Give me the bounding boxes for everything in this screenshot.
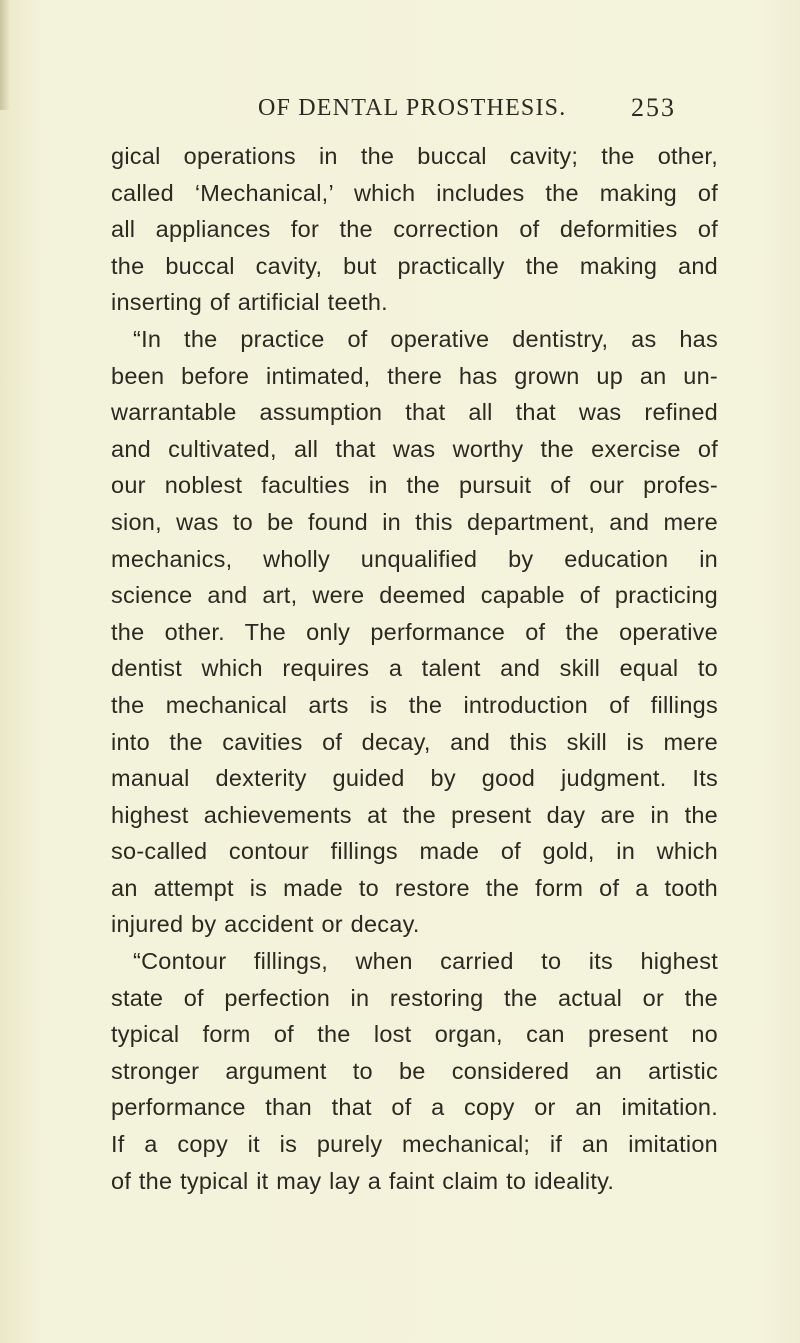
text-line: inserting of artificial teeth. [111, 289, 388, 316]
text-line: “Contour fillings, when carried to its highest [133, 948, 718, 975]
running-head [0, 88, 800, 128]
text-line: highest achievements at the present day are in the [111, 801, 718, 828]
text-line: If a copy it is purely mechanical; if an imitation [111, 1131, 718, 1158]
text-line: the other. The only performance of the operative [111, 618, 718, 645]
text-line: of the typical it may lay a faint claim to ideality. [111, 1167, 615, 1194]
text-line: dentist which requires a talent and skill equal to [111, 655, 718, 682]
text-line: gical operations in the buccal cavity; the other, [111, 143, 718, 169]
text-line: so-called contour fillings made of gold, in which [111, 838, 718, 865]
text-line: into the cavities of decay, and this skill is mere [111, 728, 718, 755]
text-line: the buccal cavity, but practically the making and [111, 252, 718, 279]
text-line: warrantable assumption that all that was refined [111, 399, 718, 426]
text-line: “In the practice of operative dentistry, as has [133, 325, 718, 352]
page-number: 253 [631, 93, 676, 122]
text-line: mechanics, wholly unqualified by education in [111, 545, 718, 572]
text-line: stronger argument to be considered an artistic [111, 1057, 718, 1084]
text-line: all appliances for the correction of deformities of [111, 216, 718, 243]
text-line: been before intimated, there has grown up an un- [111, 362, 718, 389]
text-line: manual dexterity guided by good judgment. Its [111, 765, 718, 792]
text-line: the mechanical arts is the introduction of fillings [111, 691, 718, 718]
text-line: injured by accident or decay. [111, 911, 420, 938]
text-line: state of perfection in restoring the actual or the [111, 984, 718, 1011]
text-line: performance than that of a copy or an imitation. [111, 1094, 718, 1121]
text-line: typical form of the lost organ, can present no [111, 1021, 718, 1048]
text-line: science and art, were deemed capable of practicing [111, 582, 718, 609]
body-text [111, 138, 718, 1199]
text-line: and cultivated, all that was worthy the exercise of [111, 435, 718, 462]
text-line: our noblest faculties in the pursuit of our profes- [111, 472, 718, 499]
text-line: sion, was to be found in this department, and mere [111, 508, 718, 535]
text-line: an attempt is made to restore the form of a tooth [111, 874, 718, 901]
running-head-title: OF DENTAL PROSTHESIS. [258, 95, 567, 121]
text-line: called ‘Mechanical,’ which includes the making of [111, 179, 718, 206]
